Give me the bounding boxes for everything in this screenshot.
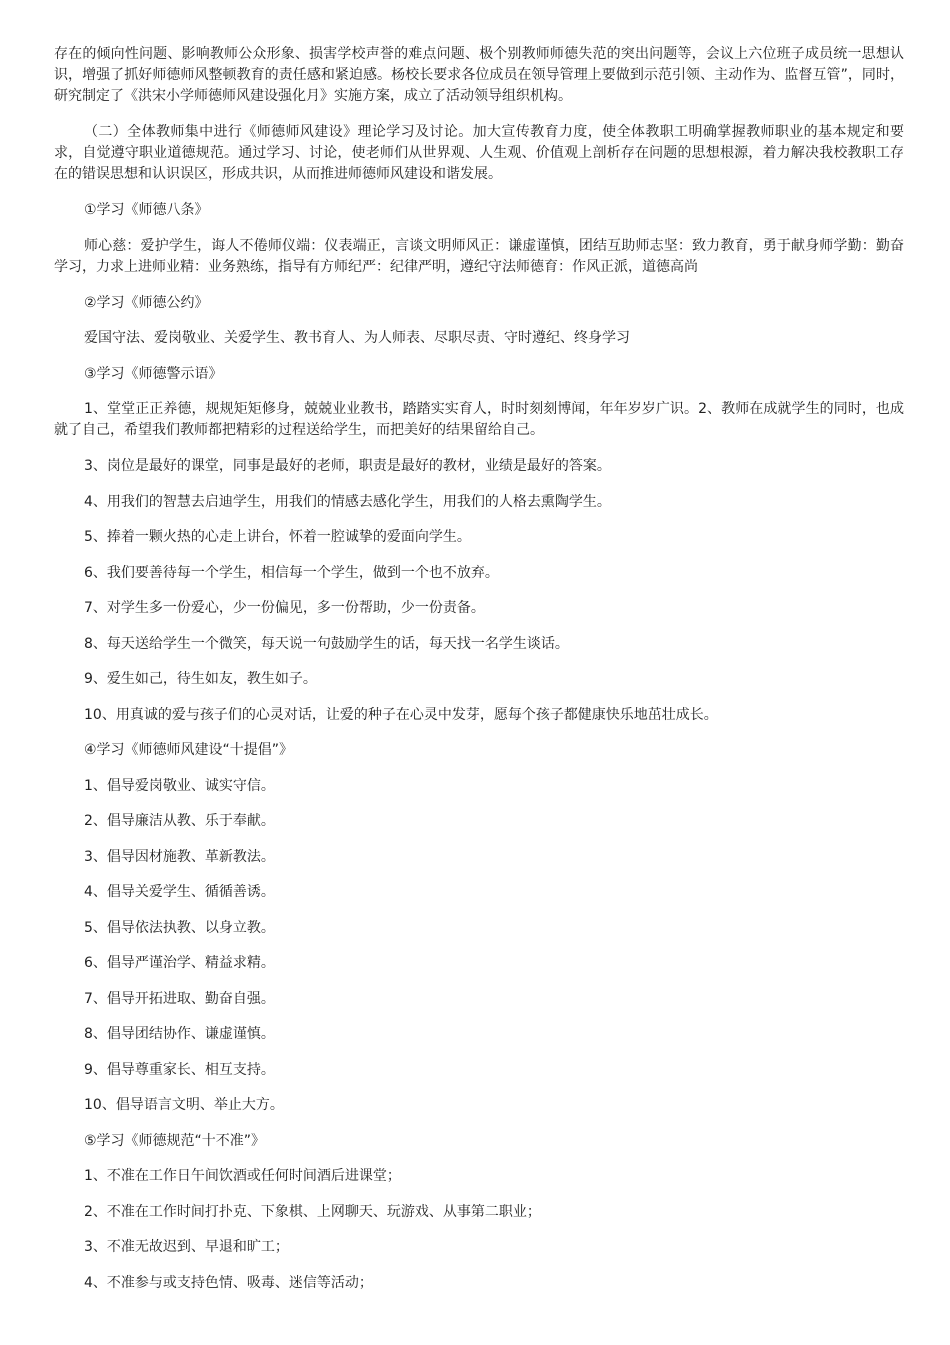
list-item: 8、倡导团结协作、谦虚谨慎。 (84, 1026, 275, 1042)
paragraph-theory-study: （二）全体教师集中进行《师德师风建设》理论学习及讨论。加大宣传教育力度，使全体教职工明确掌握教师职业的基本规定和要求，自觉遵守职业道德规范。通过学习、讨论，使老师们从世界观、人生观、价值观上剖析存在问题的思想根源，着力解决我校教职工存在的错误思想和认识误区，形成共识，从而推进师德师风建设和谐发展。 (54, 124, 904, 182)
paragraph-eight-ethics: 师心慈：爱护学生，诲人不倦师仪端：仪表端正，言谈文明师风正：谦虚谨慎，团结互助师志坚：致力教育，勇于献身师学勤：勤奋学习，力求上进师业精：业务熟练，指导有方师纪严：纪律严明，遵纪守法师德育：作风正派，道德高尚 (54, 237, 904, 275)
heading-eight-ethics: ①学习《师德八条》 (84, 202, 209, 218)
list-item: 8、每天送给学生一个微笑，每天说一句鼓励学生的话，每天找一名学生谈话。 (84, 635, 569, 652)
list-item: 1、倡导爱岗敬业、诚实守信。 (84, 777, 275, 794)
list-item: 5、捧着一颗火热的心走上讲台，怀着一腔诚挚的爱面向学生。 (84, 529, 471, 545)
list-item: 1、不准在工作日午间饮酒或任何时间酒后进课堂； (84, 1168, 401, 1184)
list-item: 2、倡导廉洁从教、乐于奉献。 (84, 813, 275, 829)
list-item: 7、倡导开拓进取、勤奋自强。 (84, 990, 275, 1007)
list-item: 3、不准无故迟到、早退和旷工； (84, 1239, 289, 1255)
list-item: 7、对学生多一份爱心，少一份偏见，多一份帮助，少一份责备。 (84, 600, 485, 616)
list-item: 6、倡导严谨治学、精益求精。 (84, 955, 275, 971)
document-page (54, 44, 904, 1308)
list-item: 3、倡导因材施教、革新教法。 (84, 848, 275, 865)
heading-ten-advocacy: ④学习《师德师风建设“十提倡”》 (84, 742, 294, 758)
list-item: 6、我们要善待每一个学生，相信每一个学生，做到一个也不放弃。 (84, 564, 499, 581)
list-item: 5、倡导依法执教、以身立教。 (84, 919, 275, 936)
paragraph-ethics-pledge: 爱国守法、爱岗敬业、关爱学生、教书育人、为人师表、尽职尽责、守时遵纪、终身学习 (84, 330, 630, 346)
paragraph-warning-1-2: 1、堂堂正正养德，规规矩矩修身，兢兢业业教书，踏踏实实育人，时时刻刻博闻，年年岁岁广识。2、教师在成就学生的同时，也成就了自己，希望我们教师都把精彩的过程送给学生，而把美好的结果留给自己。 (54, 401, 904, 438)
list-item: 10、用真诚的爱与孩子们的心灵对话，让爱的种子在心灵中发芽，愿每个孩子都健康快乐地茁壮成长。 (84, 706, 718, 723)
heading-ethics-pledge: ②学习《师德公约》 (84, 294, 209, 311)
list-item: 3、岗位是最好的课堂，同事是最好的老师，职责是最好的教材，业绩是最好的答案。 (84, 458, 611, 474)
heading-warning-phrases: ③学习《师德警示语》 (84, 365, 223, 382)
list-item: 9、爱生如己，待生如友，教生如子。 (84, 671, 317, 687)
heading-ten-prohibitions: ⑤学习《师德规范“十不准”》 (84, 1132, 266, 1149)
list-item: 9、倡导尊重家长、相互支持。 (84, 1061, 275, 1078)
list-item: 10、倡导语言文明、举止大方。 (84, 1097, 284, 1113)
list-item: 2、不准在工作时间打扑克、下象棋、上网聊天、玩游戏、从事第二职业； (84, 1203, 541, 1220)
list-item: 4、不准参与或支持色情、吸毒、迷信等活动； (84, 1274, 373, 1291)
list-item: 4、倡导关爱学生、循循善诱。 (84, 884, 275, 900)
paragraph-meeting-summary: 存在的倾向性问题、影响教师公众形象、损害学校声誉的难点问题、极个别教师师德失范的突出问题等，会议上六位班子成员统一思想认识，增强了抓好师德师风整顿教育的责任感和紧迫感。杨校长要求各位成员在领导管理上要做到示范引领、主动作为、监督互管”，同时，研究制定了《洪宋小学师德师风建设强化月》实施方案，成立了活动领导组织机构。 (54, 46, 904, 104)
list-item: 4、用我们的智慧去启迪学生，用我们的情感去感化学生，用我们的人格去熏陶学生。 (84, 493, 611, 510)
